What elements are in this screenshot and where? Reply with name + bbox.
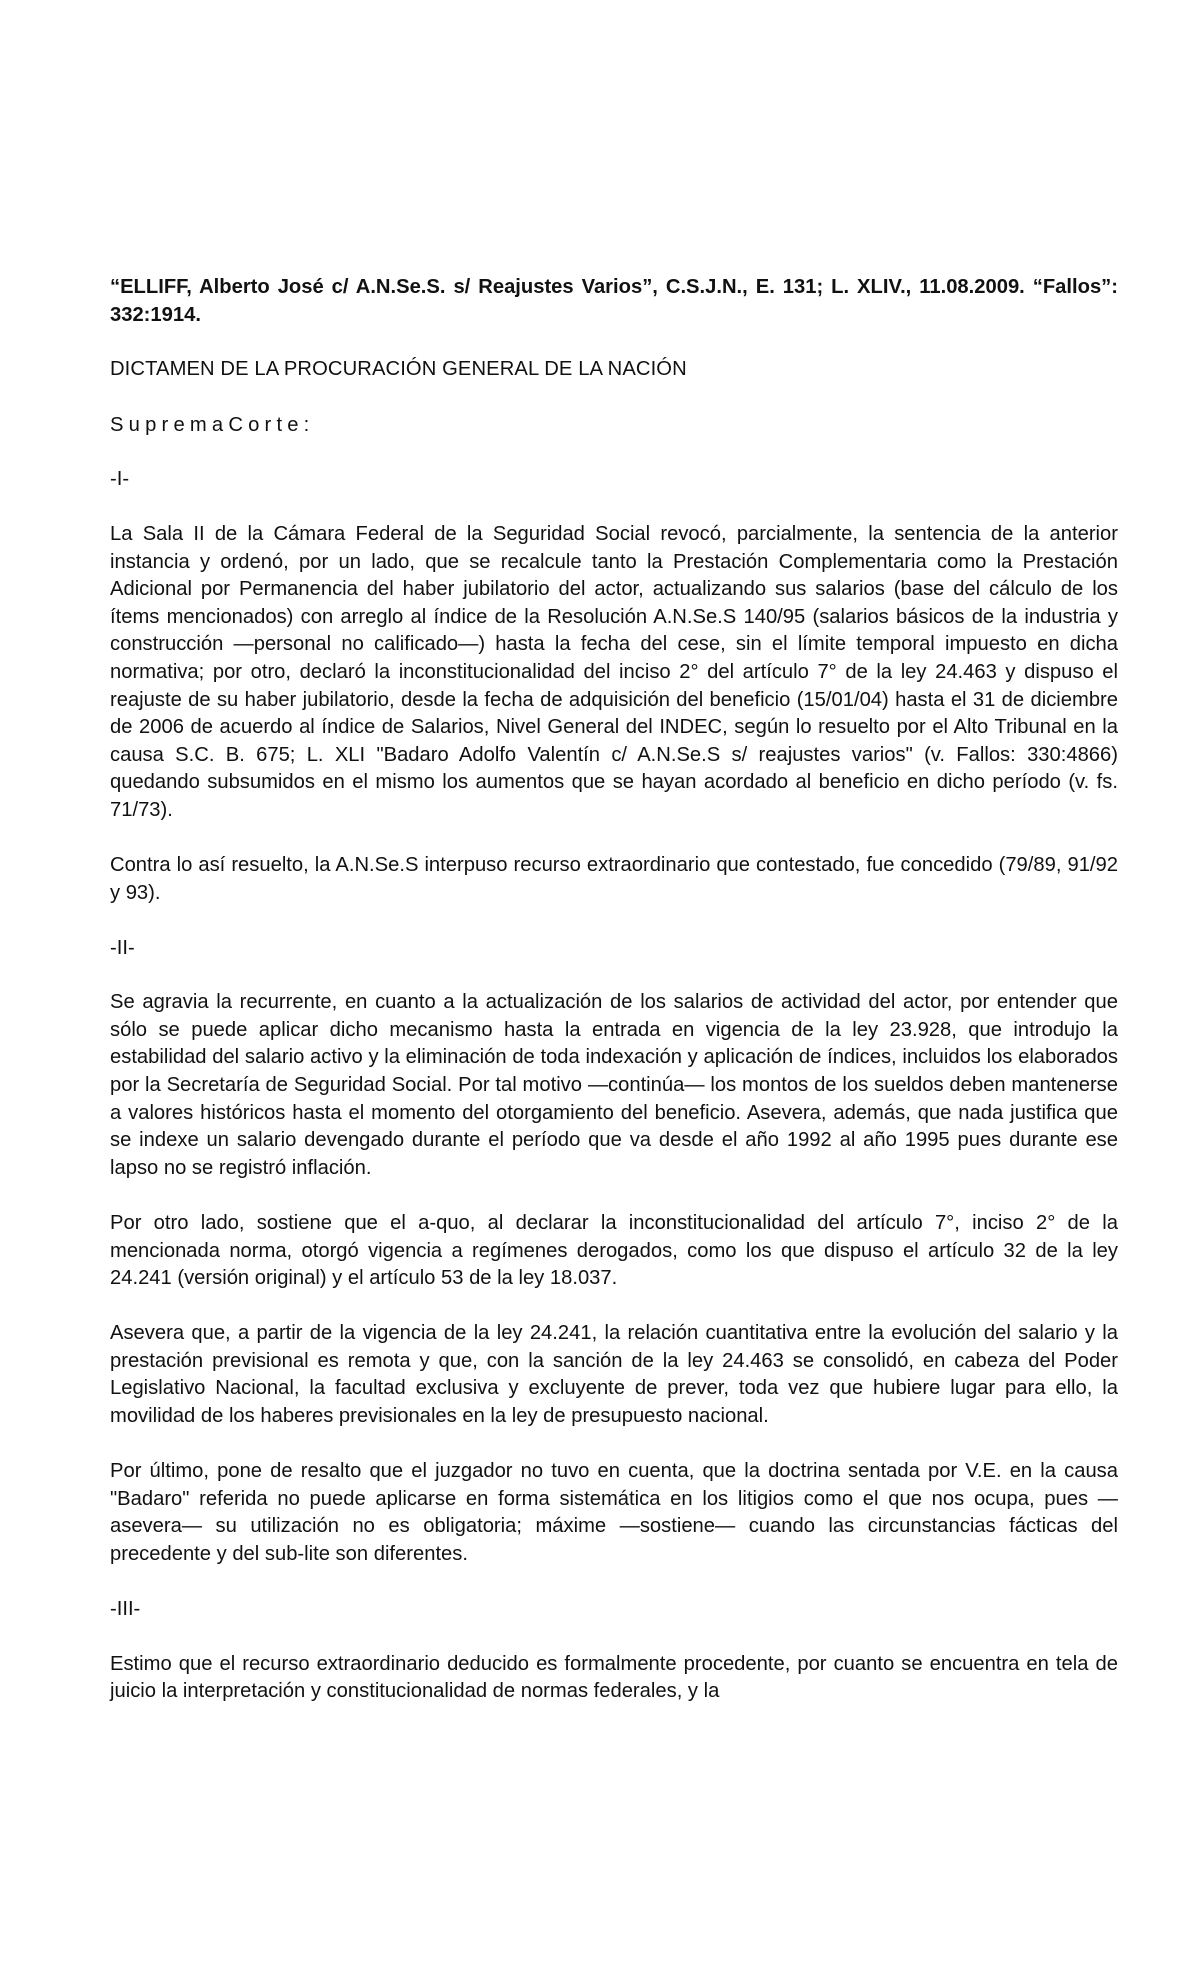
paragraph-7: Estimo que el recurso extraordinario deducido es formalmente procedente, por cuanto se encuentra en tela de juicio la interpretación y constitucionalidad de normas federales, y la — [110, 1652, 1118, 1703]
document-heading: DICTAMEN DE LA PROCURACIÓN GENERAL DE LA NACIÓN — [110, 358, 687, 381]
section-marker-2: -II- — [110, 936, 135, 959]
paragraph-2: Contra lo así resuelto, la A.N.Se.S interpuso recurso extraordinario que contestado, fue concedido (79/89, 91/92 y 93). — [110, 854, 1118, 904]
paragraph-4: Por otro lado, sostiene que el a-quo, al declarar la inconstitucionalidad del artículo 7°, inciso 2° de la mencionada norma, otorgó vigencia a regímenes derogados, como los que dispuso el artículo 32 de la ley 24.241 (versión original) y el artículo 53 de la ley 18.037. — [110, 1211, 1118, 1290]
paragraph-3: Se agravia la recurrente, en cuanto a la actualización de los salarios de actividad del actor, por entender que sólo se puede aplicar dicho mecanismo hasta la entrada en vigencia de la ley 23.928, que introdujo la estabilidad del salario activo y la eliminación de toda indexación y aplicación de índices, incluidos los elaborados por la Secretaría de Seguridad Social. Por tal motivo —continúa— los montos de los sueldos deben mantenerse a valores históricos hasta el momento del otorgamiento del beneficio. Asevera, además, que nada justifica que se indexe un salario devengado durante el período que va desde el año 1992 al año 1995 pues durante ese lapso no se registró inflación. — [110, 991, 1118, 1179]
salutation: SupremaCorte: — [110, 413, 315, 436]
paragraph-5: Asevera que, a partir de la vigencia de la ley 24.241, la relación cuantitativa entre la evolución del salario y la prestación previsional es remota y que, con la sanción de la ley 24.463 se consolidó, en cabeza del Poder Legislativo Nacional, la facultad exclusiva y excluyente de prever, toda vez que hubiere lugar para ello, la movilidad de los haberes previsionales en la ley de presupuesto nacional. — [110, 1322, 1118, 1427]
section-marker-1: -I- — [110, 468, 130, 491]
paragraph-1: La Sala II de la Cámara Federal de la Seguridad Social revocó, parcialmente, la sentencia de la anterior instancia y ordenó, por un lado, que se recalcule tanto la Prestación Complementaria como la Prestación Adicional por Permanencia del haber jubilatorio del actor, actualizando sus salarios (base del cálculo de los ítems mencionados) con arreglo al índice de la Resolución A.N.Se.S 140/95 (salarios básicos de la industria y construcción —personal no calificado—) hasta la fecha del cese, sin el límite temporal impuesto en dicha normativa; por otro, declaró la inconstitucionalidad del inciso 2° del artículo 7° de la ley 24.463 y dispuso el reajuste de su haber jubilatorio, desde la fecha de adquisición del beneficio (15/01/04) hasta el 31 de diciembre de 2006 de acuerdo al índice de Salarios, Nivel General del INDEC, según lo resuelto por el Alto Tribunal en la causa S.C. B. 675; L. XLI "Badaro Adolfo Valentín c/ A.N.Se.S s/ reajustes varios" (v. Fallos: 330:4866) quedando subsumidos en el mismo los aumentos que se hayan acordado al beneficio en dicho período (v. fs. 71/73). — [110, 522, 1118, 821]
paragraph-6: Por último, pone de resalto que el juzgador no tuvo en cuenta, que la doctrina sentada por V.E. en la causa "Badaro" referida no puede aplicarse en forma sistemática en los litigios como el que nos ocupa, pues —asevera— su utilización no es obligatoria; máxime —sostiene— cuando las circunstancias fácticas del precedente y del sub-lite son diferentes. — [110, 1460, 1118, 1565]
section-marker-3: -III- — [110, 1597, 141, 1620]
case-citation: “ELLIFF, Alberto José c/ A.N.Se.S. s/ Reajustes Varios”, C.S.J.N., E. 131; L. XLIV., 11.08.2009. “Fallos”: 332:1914. — [110, 276, 1118, 326]
document-body — [110, 274, 1118, 1706]
